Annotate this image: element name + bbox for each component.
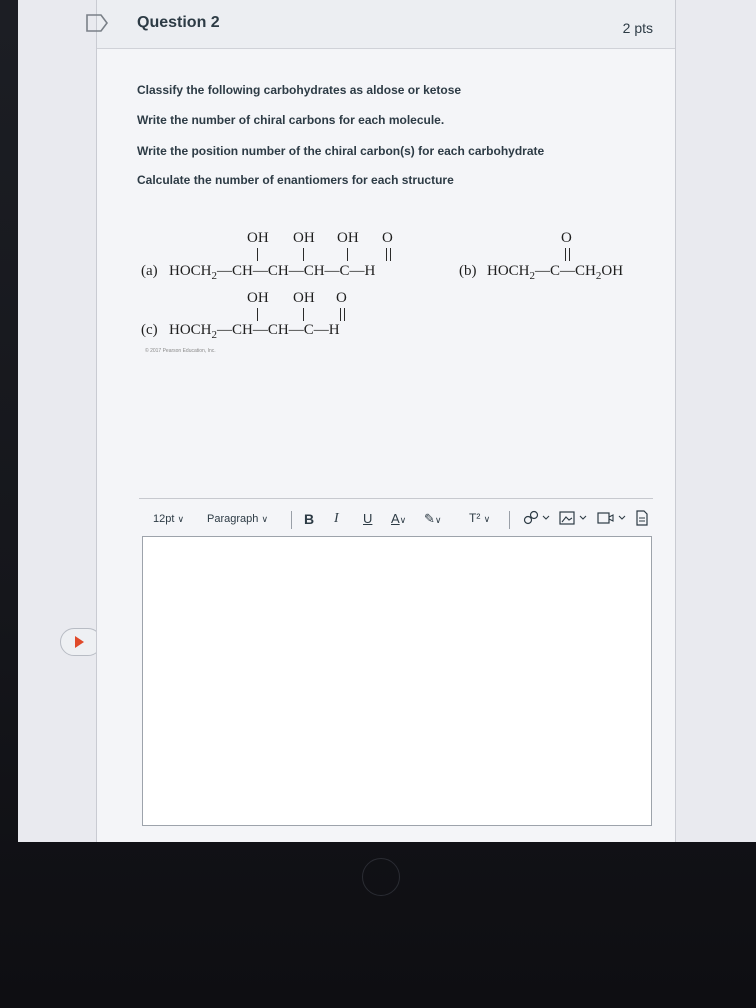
molecule-a-chain: $HOCH_2—CH—CH—CH—C—H$ — [169, 263, 376, 282]
molecule-c-chain: $HOCH_2—CH—CH—C—H$ — [169, 322, 340, 341]
chevron-down-icon: ∨ — [483, 514, 491, 524]
instruction-2: Write the number of chiral carbons for each molecule. — [137, 113, 445, 127]
question-header — [97, 0, 675, 49]
double-bond-line — [386, 248, 387, 261]
answer-text-editor[interactable] — [142, 536, 652, 826]
paragraph-select[interactable]: Paragraph ∨ — [207, 513, 269, 525]
underline-button[interactable]: U — [363, 511, 373, 526]
bond-line — [257, 308, 258, 321]
molecule-b-chain: $HOCH_2—C—CH_2OH$ — [487, 263, 624, 282]
chevron-down-icon: ∨ — [261, 514, 269, 524]
screen — [18, 0, 756, 842]
toolbar-divider — [509, 511, 510, 529]
image-icon — [559, 510, 591, 526]
toolbar-divider — [291, 511, 292, 529]
molecule-b-o: O — [561, 230, 572, 246]
molecule-b-label: (b) — [459, 263, 477, 279]
bond-line — [257, 248, 258, 261]
highlighter-icon: ✎ — [424, 511, 435, 526]
bold-button[interactable]: B — [304, 511, 315, 527]
superscript-button[interactable]: T² ∨ — [469, 511, 491, 525]
document-button[interactable] — [635, 510, 649, 529]
media-icon — [597, 510, 629, 526]
molecule-c-label: (c) — [141, 322, 158, 338]
bond-line — [303, 248, 304, 261]
instruction-1: Classify the following carbohydrates as aldose or ketose — [137, 83, 462, 97]
molecule-a-oh-3: OH — [337, 230, 359, 246]
link-icon — [523, 510, 553, 526]
chevron-down-icon: ∨ — [399, 515, 407, 525]
italic-button[interactable]: I — [334, 511, 339, 526]
highlight-button[interactable] — [424, 511, 442, 527]
editor-toolbar — [139, 498, 653, 539]
molecule-c-oh-1: OH — [247, 290, 269, 306]
double-bond-line — [565, 248, 566, 261]
play-arrow-icon — [75, 636, 84, 648]
font-size-select[interactable]: 12pt ∨ — [153, 513, 185, 525]
bond-line — [303, 308, 304, 321]
link-button[interactable] — [523, 510, 553, 529]
molecule-a-oh-1: OH — [247, 230, 269, 246]
chevron-down-icon: ∨ — [177, 514, 185, 524]
molecule-a-o: O — [382, 230, 393, 246]
instruction-4: Calculate the number of enantiomers for each structure — [137, 173, 454, 187]
image-button[interactable] — [559, 510, 591, 529]
question-title: Question 2 — [137, 14, 220, 31]
home-button[interactable] — [362, 858, 400, 896]
double-bond-line — [344, 308, 345, 321]
question-points: 2 pts — [622, 20, 653, 36]
double-bond-line — [569, 248, 570, 261]
copyright-note: © 2017 Pearson Education, Inc. — [145, 348, 216, 354]
media-button[interactable] — [597, 510, 629, 529]
question-card — [96, 0, 676, 842]
double-bond-line — [340, 308, 341, 321]
molecule-c-oh-2: OH — [293, 290, 315, 306]
molecule-a-oh-2: OH — [293, 230, 315, 246]
document-icon — [635, 510, 649, 526]
molecule-c-o: O — [336, 290, 347, 306]
molecule-a-label: (a) — [141, 263, 158, 279]
chevron-down-icon: ∨ — [434, 515, 442, 525]
instruction-3: Write the position number of the chiral carbon(s) for each carbohydrate — [137, 144, 545, 158]
double-bond-line — [390, 248, 391, 261]
text-color-button[interactable]: A∨ — [391, 511, 407, 526]
bond-line — [347, 248, 348, 261]
bookmark-flag-icon[interactable] — [83, 12, 111, 34]
